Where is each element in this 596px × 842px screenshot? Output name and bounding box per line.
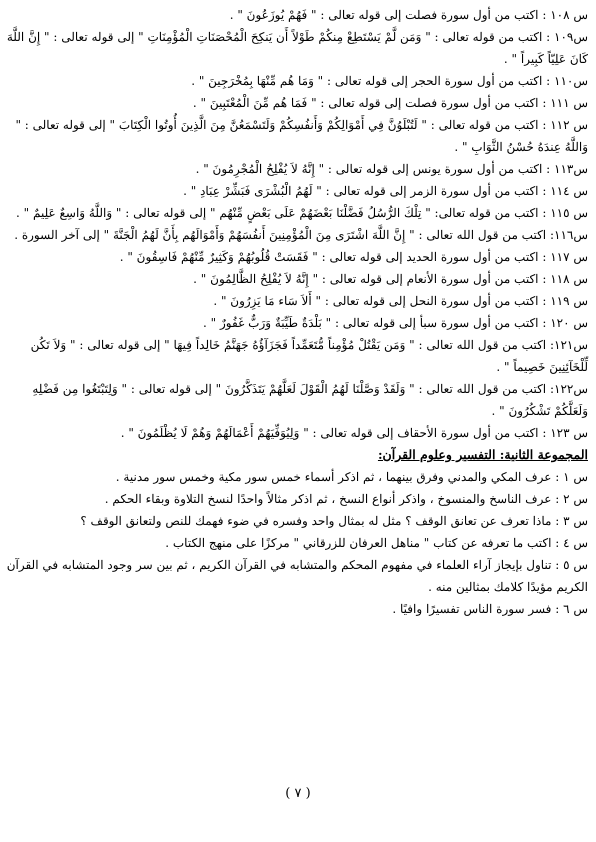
question-111: س ١١١ : اكتب من أول سورة فصلت إلى قوله تعالى : " فَمَا هُم مِّنَ الْمُعْتَبِينَ " . (192, 96, 588, 110)
question-114: س ١١٤ : اكتب من أول سورة الزمر إلى قوله تعالى : " لَهُمُ الْبُشْرَى فَبَشِّرْ عِبَادِ " . (183, 184, 588, 198)
question-s6: س ٦ : فسر سورة الناس تفسيرًا وافيًا . (392, 602, 588, 616)
section-title: المجموعة الثانية: التفسير وعلوم القرآن: (377, 447, 588, 462)
question-115: س ١١٥ : اكتب من قوله تعالى: " تِلْكَ الرُّسُلُ فَضَّلْنَا بَعْضَهُمْ عَلَى بَعْضٍ مِّنْهُم " إلى قوله تعالى : " وَاللَّهُ وَاسِعٌ عَلِيمٌ " . (16, 206, 588, 220)
question-122: س١٢٢: اكتب من قول الله تعالى : " وَلَقَدْ وَصَّلْنَا لَهُمُ الْقَوْلَ لَعَلَّهُمْ يَتَذَكَّرُونَ " إلى قوله تعالى : " وَلِتَبْتَغُوا مِن فَضْلِهِ وَلَعَلَّكُمْ تَشْكُرُونَ " . (32, 382, 588, 418)
question-121: س١٢١: اكتب من قول الله تعالى : " وَمَن يَقْتُلْ مُؤْمِناً مُّتَعَمِّداً فَجَزَآؤُهُ جَهَنَّمُ خَالِداً فِيهَا " إلى قوله تعالى : " وَلاَ تَكُن لِّلْخَآئِنِينَ خَصِيماً " . (30, 338, 588, 374)
question-118: س ١١٨ : اكتب من أول سورة الأنعام إلى قوله تعالى : " إِنَّهُ لاَ يُفْلِحُ الظَّالِمُونَ " . (193, 272, 588, 286)
question-s4: س ٤ : اكتب ما تعرفه عن كتاب " مناهل العرفان للزرقاني " مركزًا على منهج الكتاب . (165, 536, 588, 550)
question-112: س ١١٢ : اكتب من قوله تعالى : " لَتُبْلَوُنَّ فِي أَمْوَالِكُمْ وَأَنفُسِكُمْ وَلَتَسْمَعُنَّ مِنَ الَّذِينَ أُوتُوا الْكِتَابَ " إلى قوله تعالى : " وَاللَّهُ عِندَهُ حُسْنُ الثَّوَابِ " . (15, 118, 588, 154)
question-s2: س ٢ : عرف الناسخ والمنسوخ ، واذكر أنواع النسخ ، ثم اذكر مثالاً واحدًا لنسخ التلاوة وبقاء الحكم . (104, 492, 588, 506)
question-s5: س ٥ : تناول بإيجاز آراء العلماء في مفهوم المحكم والمتشابه في القرآن الكريم ، ثم بين سر وجود المتشابه في القرآن الكريم مؤيدًا كلامك بمثالين منه . (6, 558, 588, 594)
question-108: س ١٠٨ : اكتب من أول سورة فصلت إلى قوله تعالى : " فَهُمْ يُوزَعُونَ " . (229, 8, 588, 22)
question-117: س ١١٧ : اكتب من أول سورة الحديد إلى قوله تعالى : " فَقَسَتْ قُلُوبُهُمْ وَكَثِيرٌ مِّنْهُمْ فَاسِقُونَ " . (119, 250, 588, 264)
question-109: س١٠٩ : اكتب من قوله تعالى : " وَمَن لَّمْ يَسْتَطِعْ مِنكُمْ طَوْلاً أَن يَنكِحَ الْمُحْصَنَاتِ الْمُؤْمِنَاتِ " إلى قوله تعالى : " إِنَّ اللَّهَ كَانَ عَلِيّاً كَبِيراً " . (6, 30, 588, 66)
page-content (6, 4, 588, 620)
question-119: س ١١٩ : اكتب من أول سورة النحل إلى قوله تعالى : " أَلاَ سَاء مَا يَزِرُونَ " . (213, 294, 588, 308)
page-number: ( ٧ ) (285, 786, 311, 801)
question-123: س ١٢٣ : اكتب من أول سورة الأحقاف إلى قوله تعالى : " وَلِيُوَفِّيَهُمْ أَعْمَالَهُمْ وَهُمْ لَا يُظْلَمُونَ " . (120, 426, 588, 440)
question-110: س١١٠ : اكتب من أول سورة الحجر إلى قوله تعالى : " وَمَا هُم مِّنْهَا بِمُخْرَجِينَ " . (191, 74, 588, 88)
question-113: س١١٣ : اكتب من أول سورة يونس إلى قوله تعالى : " إِنَّهُ لاَ يُفْلِحُ الْمُجْرِمُونَ " . (195, 162, 588, 176)
question-120: س ١٢٠ : اكتب من أول سورة سبأ إلى قوله تعالى : " بَلْدَةٌ طَيِّبَةٌ وَرَبٌّ غَفُورٌ " . (203, 316, 588, 330)
question-s3: س ٣ : ماذا تعرف عن تعانق الوقف ؟ مثل له بمثال واحد وفسره في ضوء فهمك للنص ولتعانق الوقف ؟ (80, 514, 588, 528)
question-s1: س ١ : عرف المكي والمدني وفرق بينهما ، ثم اذكر أسماء خمس سور مكية وخمس سور مدنية . (115, 470, 588, 484)
question-116: س١١٦: اكتب من قول الله تعالى : " إِنَّ اللَّهَ اشْتَرَى مِنَ الْمُؤْمِنِينَ أَنفُسَهُمْ وَأَمْوَالَهُم بِأَنَّ لَهُمُ الْجَنَّةَ " إلى آخر السورة . (14, 228, 588, 242)
